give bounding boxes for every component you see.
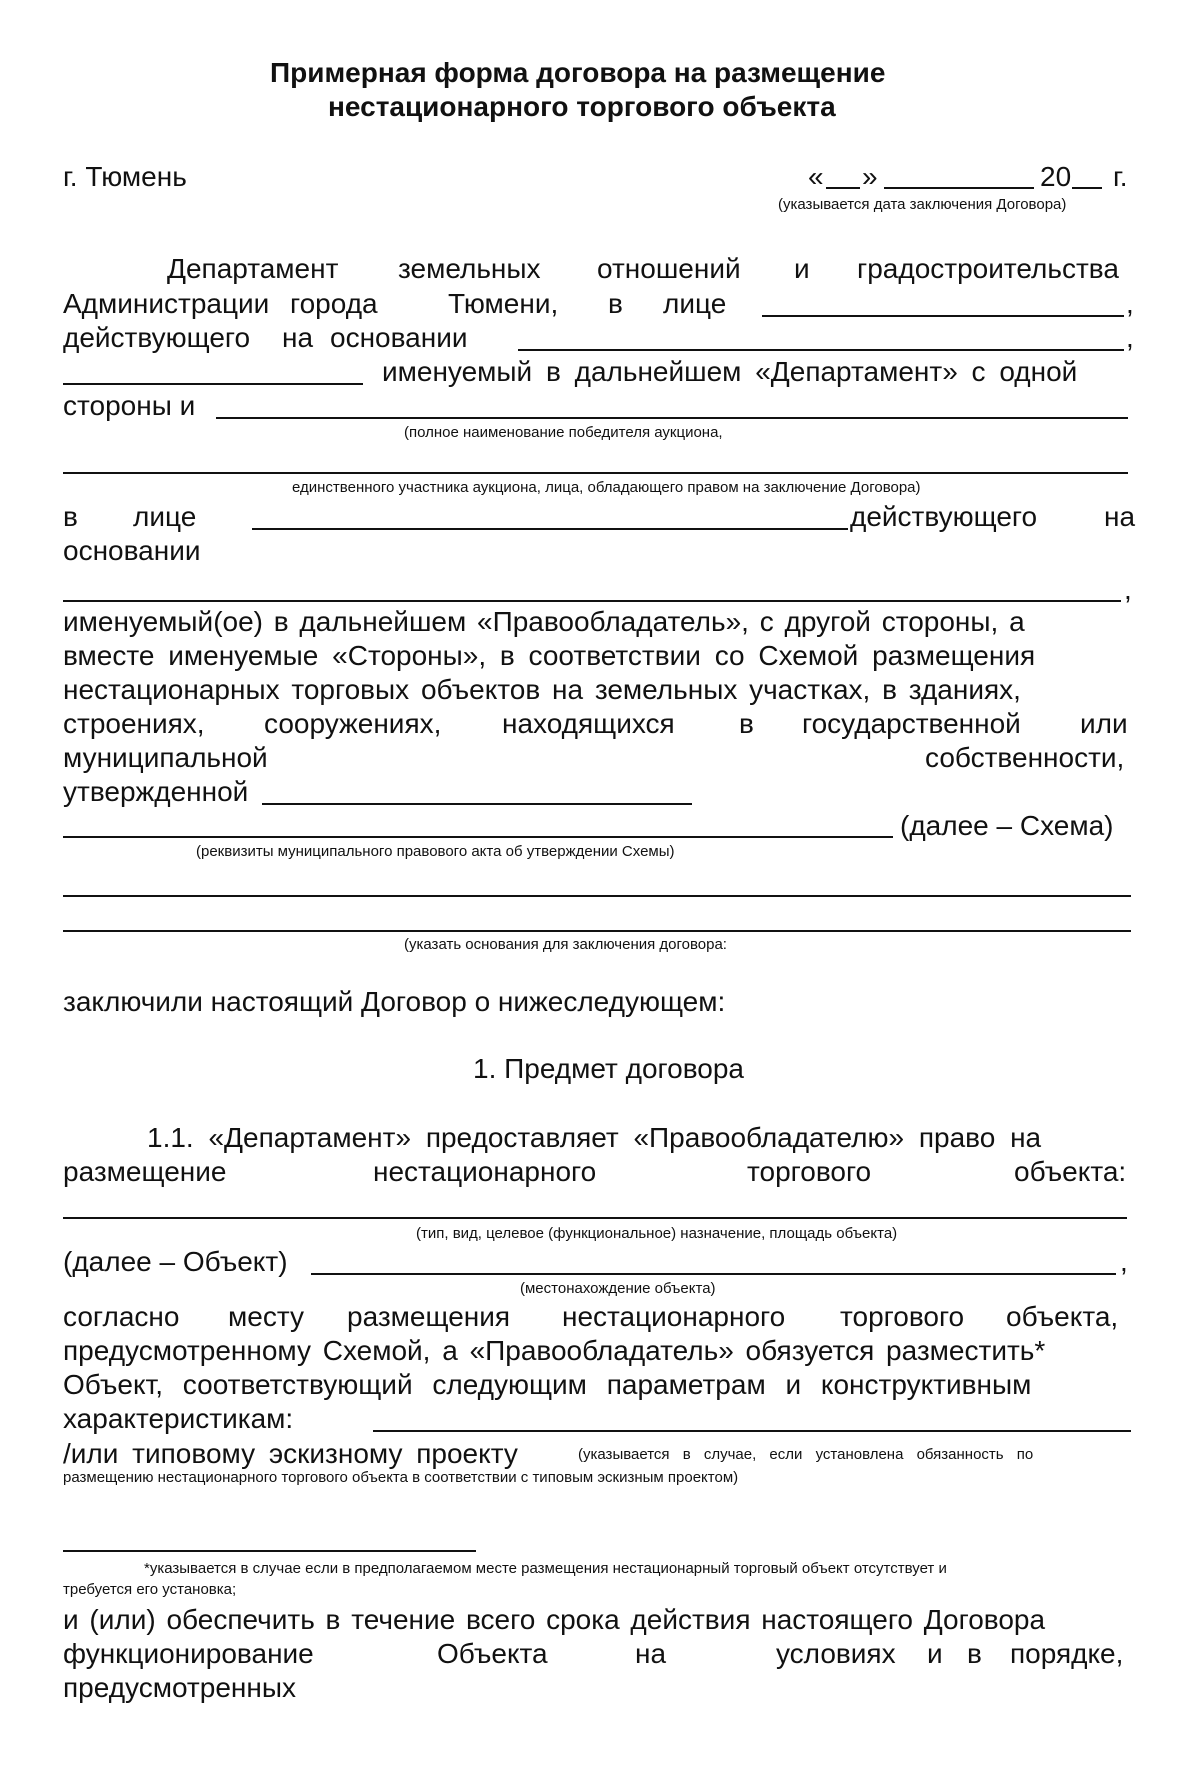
characteristics-blank xyxy=(373,1430,1131,1432)
c2-word: нестационарного xyxy=(373,1156,597,1187)
p6-word: в xyxy=(63,501,78,532)
c4-word: нестационарного xyxy=(562,1301,786,1332)
c4-word: месту xyxy=(228,1301,304,1332)
date-quote-close: » xyxy=(862,161,878,192)
clause-1-1-line1: 1.1. «Департамент» предоставляет «Правообладателю» право на xyxy=(147,1122,1042,1153)
hint-sketch-project-1: (указывается в случае, если установлена обязанность по xyxy=(578,1446,1034,1463)
p1-word: градостроительства xyxy=(857,253,1119,284)
date-year-prefix: 20 xyxy=(1040,161,1072,192)
winner-name-blank xyxy=(216,417,1128,419)
concluded-text: заключили настоящий Договор о нижеследующем: xyxy=(63,986,726,1017)
footnote-line2: требуется его установка; xyxy=(63,1581,237,1598)
approved-by-blank xyxy=(262,803,692,805)
date-day-blank xyxy=(826,187,860,189)
clause-line7: характеристикам: xyxy=(63,1403,294,1434)
p1-word: земельных xyxy=(398,253,541,284)
p6-word: на xyxy=(1104,501,1136,532)
comma: , xyxy=(1120,1246,1128,1277)
p7-text: основании xyxy=(63,535,201,566)
p11-word: в xyxy=(739,708,754,739)
hint-approval-act: (реквизиты муниципального правового акта об утверждении Схемы) xyxy=(196,843,675,860)
object-location-blank xyxy=(311,1273,1116,1275)
p11-word: сооружениях, xyxy=(264,708,442,739)
clause-line5: предусмотренному Схемой, а «Правообладатель» обязуется разместить* xyxy=(63,1335,1046,1366)
p9-text: вместе именуемые «Стороны», в соответствии со Схемой размещения xyxy=(63,640,1036,671)
object-type-blank xyxy=(63,1217,1127,1219)
hint-winner: (полное наименование победителя аукциона, xyxy=(404,424,723,441)
winner-representative-blank xyxy=(252,528,848,530)
c2-word: объекта: xyxy=(1014,1156,1127,1187)
c4-word: торгового xyxy=(840,1301,965,1332)
tail-line1: и (или) обеспечить в течение всего срока действия настоящего Договора xyxy=(63,1604,1046,1635)
representative-blank xyxy=(762,315,1124,317)
p1-word: и xyxy=(794,253,810,284)
winner-basis-blank xyxy=(63,600,1121,602)
p10-text: нестационарных торговых объектов на земельных участках, в зданиях, xyxy=(63,674,1021,705)
basis-blank xyxy=(518,349,1124,351)
p4-text: именуемый в дальнейшем «Департамент» с одной xyxy=(382,356,1078,387)
p3-word: основании xyxy=(330,322,468,353)
winner-name-blank-2 xyxy=(63,472,1128,474)
p3-word: действующего xyxy=(63,322,251,353)
p2-word: города xyxy=(290,288,378,319)
contract-basis-blank-1 xyxy=(63,895,1131,897)
date-quote-open: « xyxy=(808,161,824,192)
p12-word: собственности, xyxy=(925,742,1125,773)
tail-word: Объекта xyxy=(437,1638,548,1669)
date-month-blank xyxy=(884,187,1034,189)
p11-word: или xyxy=(1080,708,1128,739)
tail-word: на xyxy=(635,1638,667,1669)
approval-act-blank xyxy=(63,836,893,838)
tail-word: функционирование xyxy=(63,1638,314,1669)
p2-word: лице xyxy=(663,288,727,319)
p6-word: действующего xyxy=(850,501,1038,532)
p8-text: именуемый(ое) в дальнейшем «Правообладатель», с другой стороны, а xyxy=(63,606,1025,637)
date-hint: (указывается дата заключения Договора) xyxy=(778,196,1067,213)
contract-basis-blank-2 xyxy=(63,930,1131,932)
p2-word: в xyxy=(608,288,623,319)
comma: , xyxy=(1126,322,1134,353)
c4-word: согласно xyxy=(63,1301,180,1332)
p2-word: Администрации xyxy=(63,288,270,319)
p11-word: находящихся xyxy=(502,708,675,739)
document-title-line2: нестационарного торгового объекта xyxy=(328,91,836,122)
p5-text: стороны и xyxy=(63,390,196,421)
tail-word: и xyxy=(927,1638,943,1669)
p12-word: муниципальной xyxy=(63,742,268,773)
c4-word: объекта, xyxy=(1006,1301,1119,1332)
clause-line6: Объект, соответствующий следующим параметрам и конструктивным xyxy=(63,1369,1032,1400)
c2-word: размещение xyxy=(63,1156,227,1187)
city-label: г. Тюмень xyxy=(63,161,187,192)
p1-word: отношений xyxy=(597,253,741,284)
date-year-suffix: г. xyxy=(1113,161,1128,192)
tail-line3: предусмотренных xyxy=(63,1672,296,1703)
hint-single-participant: единственного участника аукциона, лица, обладающего правом на заключение Договора) xyxy=(292,479,921,496)
comma: , xyxy=(1126,288,1134,319)
footnote-line1: *указывается в случае если в предполагаемом месте размещения нестационарный торговый объект отсутствует и xyxy=(144,1560,947,1577)
p3-word: на xyxy=(282,322,314,353)
clause-line8: /или типовому эскизному проекту xyxy=(63,1438,518,1469)
hint-sketch-project-2: размещению нестационарного торгового объекта в соответствии с типовым эскизным проектом) xyxy=(63,1469,739,1486)
p13-text: утвержденной xyxy=(63,776,249,807)
basis-blank-cont xyxy=(63,383,363,385)
date-year-blank xyxy=(1072,187,1102,189)
p11-word: государственной xyxy=(802,708,1021,739)
comma: , xyxy=(1124,574,1132,605)
clause-object-label: (далее – Объект) xyxy=(63,1246,288,1277)
c4-word: размещения xyxy=(347,1301,511,1332)
p11-word: строениях, xyxy=(63,708,205,739)
hint-object-type: (тип, вид, целевое (функциональное) назначение, площадь объекта) xyxy=(416,1225,898,1242)
p6-word: лице xyxy=(133,501,197,532)
document-title-line1: Примерная форма договора на размещение xyxy=(270,57,886,88)
tail-word: условиях xyxy=(776,1638,896,1669)
hint-contract-basis: (указать основания для заключения договора: xyxy=(404,936,727,953)
p1-word: Департамент xyxy=(167,253,339,284)
hint-object-location: (местонахождение объекта) xyxy=(520,1280,716,1297)
tail-word: порядке, xyxy=(1010,1638,1124,1669)
p2-word: Тюмени, xyxy=(448,288,559,319)
c2-word: торгового xyxy=(747,1156,872,1187)
tail-word: в xyxy=(967,1638,982,1669)
footnote-rule xyxy=(63,1550,476,1552)
section-1-heading: 1. Предмет договора xyxy=(473,1053,744,1084)
p14-text: (далее – Схема) xyxy=(900,810,1114,841)
